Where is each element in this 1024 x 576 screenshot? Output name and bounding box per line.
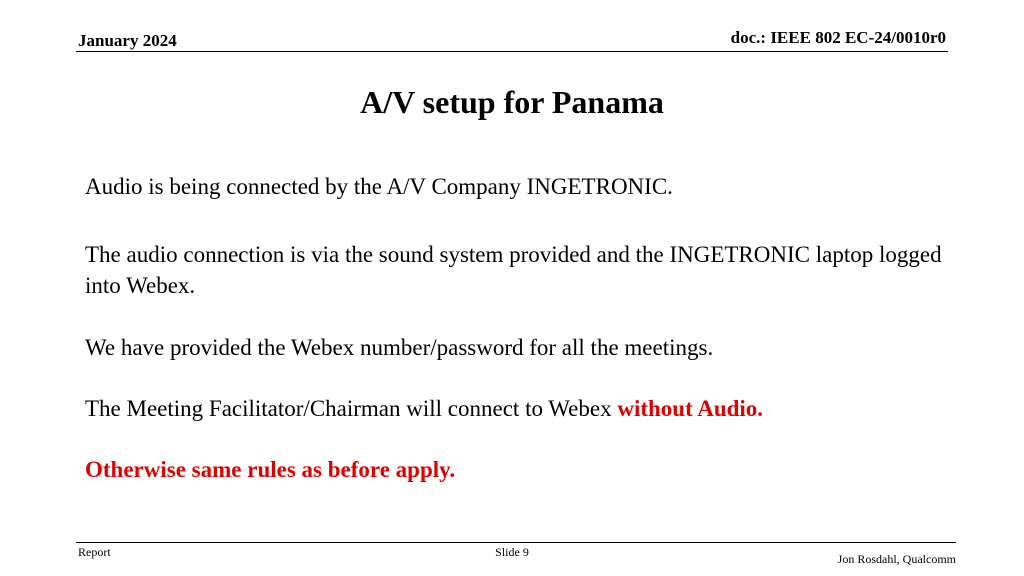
- slide-title: A/V setup for Panama: [360, 84, 664, 120]
- paragraph-same-rules: Otherwise same rules as before apply.: [85, 457, 456, 482]
- without-audio-highlight: without Audio.: [617, 396, 764, 421]
- header-divider: [76, 51, 948, 52]
- paragraph-audio-connection: Audio is being connected by the A/V Company INGETRONIC.: [85, 174, 673, 199]
- footer-report-label: Report: [78, 545, 111, 559]
- paragraph-audio-via-sound-system: The audio connection is via the sound system provided and the INGETRONIC laptop logged into Webex.: [85, 242, 942, 298]
- paragraph-webex-credentials: We have provided the Webex number/password for all the meetings.: [85, 335, 714, 360]
- footer-divider: [76, 542, 956, 543]
- slide-number: Slide 9: [495, 545, 529, 559]
- paragraph-facilitator-text: The Meeting Facilitator/Chairman will connect to Webex: [85, 396, 618, 421]
- paragraph-facilitator-connect: [85, 393, 945, 424]
- footer-author: Jon Rosdahl, Qualcomm: [837, 552, 956, 566]
- header-date: January 2024: [78, 31, 177, 50]
- document-id: doc.: IEEE 802 EC-24/0010r0: [730, 28, 946, 47]
